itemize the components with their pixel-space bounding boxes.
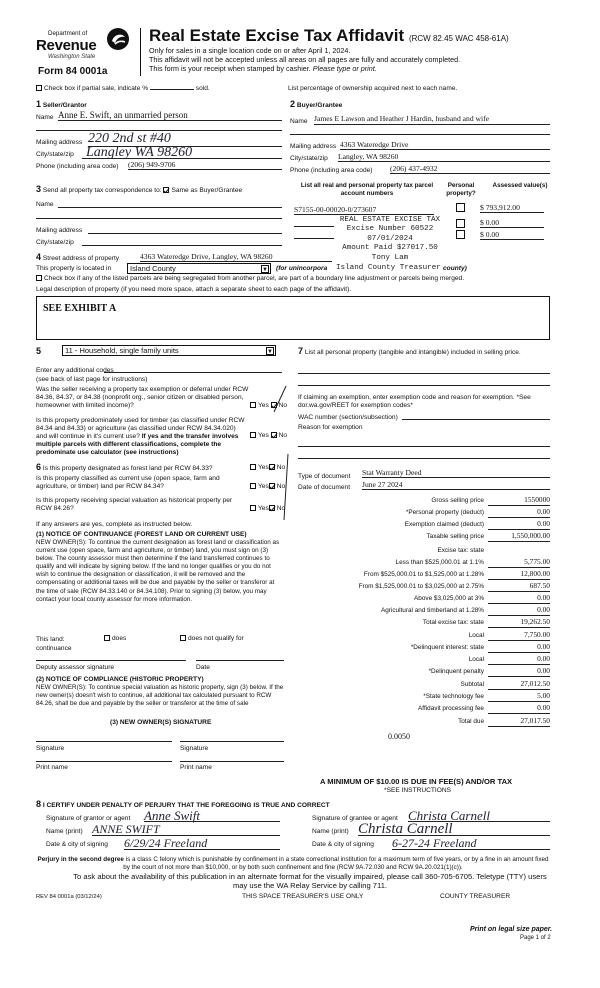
tax-row-label: *Personal property (deduct) [405,509,484,516]
buyer-name-line2[interactable] [290,134,550,135]
does-checkbox[interactable] [104,635,110,641]
revision-label: REV 84 0001a (03/12/24) [36,894,102,900]
timber-question [36,417,248,457]
perjury-notice-emph: Perjury in the second degree [37,856,124,863]
yes-label: Yes [258,483,269,490]
yes-label: Yes [258,402,269,409]
seller-name-field[interactable]: Anne E. Swift, an unmarried person [58,110,282,121]
seller-heading [36,99,87,110]
same-as-buyer-label: Same as Buyer/Grantee [171,187,243,194]
tax-row-label: Above $3,025,000 at 3% [414,595,484,602]
accessibility-notice: To ask about the availability of this publication in an alternate format for the visually impaired, please call 360-705-6705. Teletype (TTY) users may use the WA Relay Service by calling 711. [73,872,547,890]
see-instructions-note: *SEE INSTRUCTIONS [384,787,452,794]
same-as-buyer-checkbox[interactable] [163,187,169,193]
new-owner-signature-heading: (3) NEW OWNER(S) SIGNATURE [110,719,212,726]
corr-city-field[interactable] [82,236,282,246]
buyer-phone-field[interactable]: (206) 437-4932 [390,164,550,174]
grantor-name-field[interactable]: ANNE SWIFT [92,822,280,836]
tax-row-value[interactable]: 0.00 [488,704,550,714]
deputy-signature-field[interactable] [36,660,186,661]
header-sub3-text: This form is your receipt when stamped by cashier. [149,64,313,73]
tax-row [298,643,550,653]
tax-row [298,717,550,727]
additional-codes-field[interactable] [104,365,282,373]
buyer-heading-label: Buyer/Grantee [296,102,343,109]
parcel-header-personal: Personal property? [446,182,476,197]
no-label: No [276,483,286,490]
tax-row-label: Taxable selling price [426,533,484,540]
seller-name-label: Name [36,114,54,121]
grantee-date-label: Date & city of signing [312,841,374,848]
timber-yesno [250,432,287,440]
reason-line2[interactable] [298,458,550,459]
minimum-due-note: A MINIMUM OF $10.00 IS DUE IN FEE(S) AND/OR TAX [320,777,513,786]
tax-row-value[interactable]: 0.00 [488,508,550,518]
perjury-cert-heading: I CERTIFY UNDER PENALTY OF PERJURY THAT THE FOREGOING IS TRUE AND CORRECT [42,802,330,809]
tax-row [298,582,550,592]
does-label: does [112,635,127,642]
new-owner-signature-2[interactable] [180,741,284,742]
tax-row-value[interactable]: 5.00 [488,692,550,702]
parcel-personal-3[interactable] [456,230,465,239]
print-name-label-2: Print name [180,764,212,771]
header-sub1: Only for sales in a single location code on or after April 1, 2024. [149,46,351,55]
dept-line2: Revenue [36,37,97,54]
tax-row-label: Affidavit processing fee [418,705,484,712]
tax-row-label: Excise tax: state [437,547,484,554]
seller-heading-label: Seller/Grantor [42,102,87,109]
perjury-notice-text: is a class C felony which is punishable by confinement in a state correctional institution for a maximum term of five years, or by a fine in an amount fixed by the court of not more than $10,000, or by both such confinement and fine (RCW 9A.72.030 and RCW 9A.20.021(1)(c)). [123,856,549,871]
deputy-date-field[interactable] [196,660,284,661]
tax-row-label: Subtotal [460,681,484,688]
new-owner-print-1[interactable] [36,761,172,762]
notice-compliance-heading: (2) NOTICE OF COMPLIANCE (HISTORIC PROPERTY) [36,676,204,683]
tax-row [298,606,550,616]
land-use-select[interactable] [62,345,276,356]
buyer-heading [290,99,342,110]
deputy-date-label: Date [196,664,210,671]
does-not-checkbox[interactable] [180,635,186,641]
tax-row-value[interactable]: 7,750.00 [488,631,550,641]
wac-field[interactable] [402,412,550,420]
grantee-date-field[interactable]: 6-27-24 Freeland [392,836,550,850]
tax-row-value[interactable]: 0.00 [488,606,550,616]
corr-name-label: Name [36,201,54,208]
dept-line1: Department of [48,30,88,37]
grantor-signature-scribble: Anne Swift [144,808,200,823]
tax-row [298,655,550,665]
timber-no-checkbox[interactable] [271,432,277,438]
sec6-num: 6 [36,462,42,472]
segregation-checkbox[interactable] [36,275,42,281]
if-yes-note: If any answers are yes, complete as instructed below. [36,521,193,528]
notice-continuance-heading: (1) NOTICE OF CONTINUANCE (FOREST LAND OR CURRENT USE) [36,531,247,538]
legal-paper-note: Print on legal size paper. [470,926,553,933]
signature-label-2: Signature [180,745,209,752]
form-title: Real Estate Excise Tax Affidavit [149,26,405,45]
tax-row-label: From $1,525,000.01 to $3,025,000 at 2.75% [358,583,484,590]
stamp-line1: REAL ESTATE EXCISE TAX [339,216,441,224]
sec4-num: 4 [36,252,42,262]
header-divider [140,28,141,76]
tax-row-label: *State technology fee [423,693,484,700]
no-label: No [276,505,286,512]
timber-question-emph: If yes and the transfer involves multiple parcels with different classifications, complete the predominate use calculator (see instructions) [36,432,239,456]
buyer-mail-label: Mailing address [290,143,337,150]
street-address-field[interactable]: 4363 Wateredge Drive, Langley, WA 98260 [140,252,332,262]
tax-row-label: Gross selling price [431,497,484,504]
personal-property-line2[interactable] [298,385,550,386]
dor-logo [34,26,130,78]
stamp-line4: Amount Paid $27017.50 [342,244,438,253]
tax-row-label: Local [468,632,484,639]
tax-row-label: Exemption claimed (deduct) [404,521,484,528]
corr-mail-field[interactable] [88,224,282,234]
revenue-logo-icon [106,27,130,51]
buyer-phone-label: Phone (including area code) [290,167,373,174]
partial-sale-row [36,85,210,93]
timber-question-text: Is this property predominately used for timber (as classified under RCW 84.34 and 84.33) or agriculture (as classified under RCW 84.34.020) and will continue in it's current use? [36,417,245,440]
tax-row [298,532,550,542]
signature-label-1: Signature [36,745,65,752]
does-not-option [180,635,244,643]
partial-sale-checkbox[interactable] [36,85,42,91]
tax-row-label: *Delinquent interest: state [410,644,484,651]
parcel-account-2[interactable] [294,226,334,227]
land-use-select-value: 11 - Household, single family units [65,346,179,355]
stamp-line6: Island County Treasurer [336,264,441,272]
no-label: No [278,402,288,409]
current-use-yes-checkbox[interactable] [250,483,256,489]
local-rate-value: 0.0050 [388,732,410,741]
doc-date-label: Date of document [298,484,351,491]
yes-label: Yes [258,505,269,512]
tax-row-value[interactable]: 0.00 [488,643,550,653]
parcel-account-1[interactable]: S7155-00-00020-0/273607 [294,205,434,215]
grantor-date-field[interactable]: 6/29/24 Freeland [124,836,280,850]
county-select[interactable] [127,263,271,274]
legal-desc-label: Legal description of property (if you need more space, attach a separate sheet to each page of the affidavit). [36,286,352,293]
tax-row [298,520,550,530]
corr-label: Send all property tax correspondence to: [42,187,162,194]
tax-row [298,508,550,518]
continuance-label: continuance [36,645,72,652]
form-statute: (RCW 82.45 WAC 458-61A) [408,34,509,43]
form-title-row [149,26,509,46]
treasurer-stamp [334,216,446,263]
county-select-value: Island County [130,264,176,273]
new-owner-print-2[interactable] [180,761,284,762]
seller-city-field[interactable]: Langley WA 98260 [82,145,282,159]
historic-yes-checkbox[interactable] [250,505,256,511]
page-number: Page 1 of 2 [520,935,551,941]
tax-row-value[interactable]: 0.00 [488,594,550,604]
street-address-label: Street address of property [42,255,120,262]
tax-row [298,496,550,506]
county-treasurer-label: COUNTY TREASURER [440,893,511,900]
see-back-label: (see back of last page for instructions) [36,376,148,383]
print-name-label-1: Print name [36,764,68,771]
sec7-num: 7 [298,346,304,356]
tax-row [298,570,550,580]
tax-row-value[interactable]: 0.00 [488,520,550,530]
buyer-name-field[interactable]: James E Lawson and Heather J Hardin, husband and wife [314,114,550,125]
exemption-yes-checkbox[interactable] [250,402,256,408]
tax-row-value[interactable]: 0.00 [488,655,550,665]
forest-yes-checkbox[interactable] [250,464,256,470]
does-option [104,635,126,643]
personal-property-row [298,346,550,357]
grantee-name-field[interactable]: Christa Carnell [358,820,550,836]
chevron-down-icon: ▼ [262,267,268,273]
grantor-date-label: Date & city of signing [46,841,108,848]
tax-row [298,558,550,568]
buyer-mail-field[interactable]: 4363 Wateredge Drive [340,140,550,150]
tax-row-value[interactable]: 12,800.00 [488,570,550,580]
sec8-num: 8 [36,799,42,809]
perjury-notice [36,856,550,871]
tax-row-value[interactable]: 19,262.50 [488,618,550,628]
notice-compliance-body: NEW OWNER(S): To continue special valuation as historic property, sign (3) below. If the new owner(s) doesn't wish to continue, all additional tax calculated pursuant to RCW 84.26, shall be due and payable by the seller or transferor at the time of sale [36,684,284,708]
sec5-num: 5 [36,346,42,356]
tax-row-label: Less than $525,000.01 at 1.1% [395,559,484,566]
corr-name-line2[interactable] [36,218,282,219]
parcel-account-3[interactable] [294,238,334,239]
buyer-city-field[interactable]: Langley, WA 98260 [338,152,550,162]
tax-row-label: From $525,000.01 to $1,525,000 at 1.28% [363,571,484,578]
handwritten-slash-mark [268,384,290,414]
treasurer-use-label: THIS SPACE TREASURER'S USE ONLY [242,893,364,900]
seller-num: 1 [36,99,42,109]
segregation-row [36,275,464,283]
forest-question: Is this property designated as forest land per RCW 84.33? [42,465,213,472]
buyer-name-label: Name [290,118,308,125]
seller-mail-field[interactable]: 220 2nd st #40 [88,131,282,147]
tax-row [298,594,550,604]
dept-line3: Washington State [48,54,96,60]
grantee-sig-label: Signature of grantee or agent [312,815,398,822]
tax-row-label: Total due [458,718,484,725]
handwritten-slash-mark [272,452,292,522]
unincorporated-label: (for unincorpora [276,265,328,272]
buyer-city-label: City/state/zip [290,155,328,162]
tax-row-label: Total excise tax: state [422,619,484,626]
tax-row-value[interactable]: 27,012.50 [488,680,550,690]
parcel-header-value: Assessed value(s) [492,182,548,189]
tax-row-value[interactable]: 0.00 [488,667,550,677]
tax-row [298,692,550,702]
tax-row [298,667,550,677]
correspondence-row [36,184,242,195]
current-use-question: Is this property classified as current use (open space, farm and agriculture, or timber) land per RCW 84.34? [36,475,220,490]
yes-label: Yes [258,432,269,439]
grantor-name-label: Name (print) [46,828,83,835]
wac-label: WAC number (section/subsection) [298,414,398,421]
tax-row-value[interactable]: 27,017.50 [488,717,550,727]
reason-line1[interactable] [298,446,550,447]
does-not-label: does not qualify for [188,635,244,642]
parcel-value-2[interactable]: $ 0.00 [480,218,544,228]
doc-date-field[interactable]: June 27 2024 [362,480,550,490]
tax-row-value[interactable]: 5,775.00 [488,558,550,568]
grantee-signature-scribble: Christa Carnell [408,808,490,823]
this-land-label: This land: [36,636,65,643]
tax-row [298,631,550,641]
partial-sold-label: sold. [195,85,210,92]
tax-row [298,618,550,628]
parcel-personal-1[interactable] [456,203,465,212]
notice-continuance-body: NEW OWNER(S): To continue the current designation as forest land or classification as current use (open space, farm and agriculture, or timber) land, you must sign on (3) below. The county assessor must then determine if the land transferred continues to qualify and will indicate by signing below. If the land no longer qualifies or you do not wish to continue the designation or classification, it will be removed and the compensating or additional taxes will be due and payable by the seller or transferor at the time of sale (RCW 84.33.140 or 84.34.108). Prior to signing (3) below, you may contact your local county assessor for more information. [36,539,280,603]
tax-row [298,704,550,714]
county-tail-label: county) [443,265,467,272]
forest-question-row [36,462,213,473]
buyer-num: 2 [290,99,296,109]
exemption-claim-label: If claiming an exemption, enter exemption code and reason for exemption. *See dor.wa.gov/REET for exemption codes* [298,394,531,409]
chevron-down-icon: ▼ [267,349,273,355]
tax-row [298,680,550,690]
parcel-value-3[interactable]: $ 0.00 [480,230,544,240]
corr-name-field[interactable] [58,198,282,208]
stamp-line2: Excise Number 60522 [346,225,434,234]
personal-property-label: List all personal property (tangible and intangible) included in selling price. [304,349,521,356]
seller-city-label: City/state/zip [36,151,74,158]
header-sub3-emph: Please type or print. [312,64,377,73]
yes-label: Yes [258,464,269,471]
corr-mail-label: Mailing address [36,227,83,234]
legal-description-box[interactable] [36,296,550,340]
doc-type-field[interactable]: Stat Warranty Deed [362,468,550,478]
partial-percent-field[interactable] [150,89,194,90]
located-in-label: This property is located in [36,265,112,272]
grantor-sig-label: Signature of grantor or agent [46,815,131,822]
no-label: No [276,464,286,471]
street-address-row [36,252,119,263]
no-label: No [278,432,288,439]
grantor-signature-field[interactable] [144,808,280,822]
reason-label: Reason for exemption [298,424,363,431]
header-sub2: This affidavit will not be accepted unless all areas on all pages are fully and accurately completed. [149,55,461,64]
parcel-value-1[interactable]: $ 793,912.00 [480,203,544,213]
historic-question: Is this property receiving special valuation as historical property per RCW 84.26? [36,497,233,512]
stamp-line5: Tony Lam [371,253,409,262]
grantee-name-label: Name (print) [312,828,349,835]
tax-row [298,546,550,556]
doc-type-label: Type of document [298,473,351,480]
form-number: Form 84 0001a [38,66,108,77]
seller-phone-label: Phone (including area code) [36,163,119,170]
corr-num: 3 [36,184,42,194]
legal-description-text: SEE EXHIBIT A [43,303,117,314]
deputy-signature-label: Deputy assessor signature [36,664,115,671]
corr-city-label: City/state/zip [36,239,74,246]
new-owner-signature-1[interactable] [36,741,172,742]
tax-row-label: Local [468,656,484,663]
parcel-header-account: List all real and personal property tax parcel account numbers [300,182,434,197]
segregation-label: Check box if any of the listed parcels are being segregated from another parcel, are part of a boundary line adjustment or parcels being merged. [44,275,465,282]
stamp-line3: 07/01/2024 [367,234,413,243]
seller-mail-label: Mailing address [36,139,83,146]
ownership-note: List percentage of ownership acquired next to each name. [288,85,458,92]
tax-row-value[interactable]: 687.50 [488,582,550,592]
header-sub3 [149,65,377,74]
tax-row-value[interactable]: 1,550,000.00 [488,532,550,542]
personal-property-line1[interactable] [298,373,550,374]
tax-row-label: Agricultural and timberland at 1.28% [380,607,484,614]
partial-sale-label: Check box if partial sale, indicate % [44,85,149,92]
exemption-question: Was the seller receiving a property tax exemption or deferral under RCW 84.36, 84.37, or 84.38 (nonprofit org., senior citizen or disabled person, homeowner with limited income)? [36,386,249,409]
parcel-personal-2[interactable] [456,219,465,228]
tax-row-label: *Delinquent penalty [428,668,484,675]
additional-codes-label: Enter any additional codes [36,367,114,374]
tax-row-value[interactable]: 1550000 [488,496,550,506]
seller-phone-field[interactable]: (206) 949-9706 [128,160,282,170]
timber-yes-checkbox[interactable] [250,432,256,438]
